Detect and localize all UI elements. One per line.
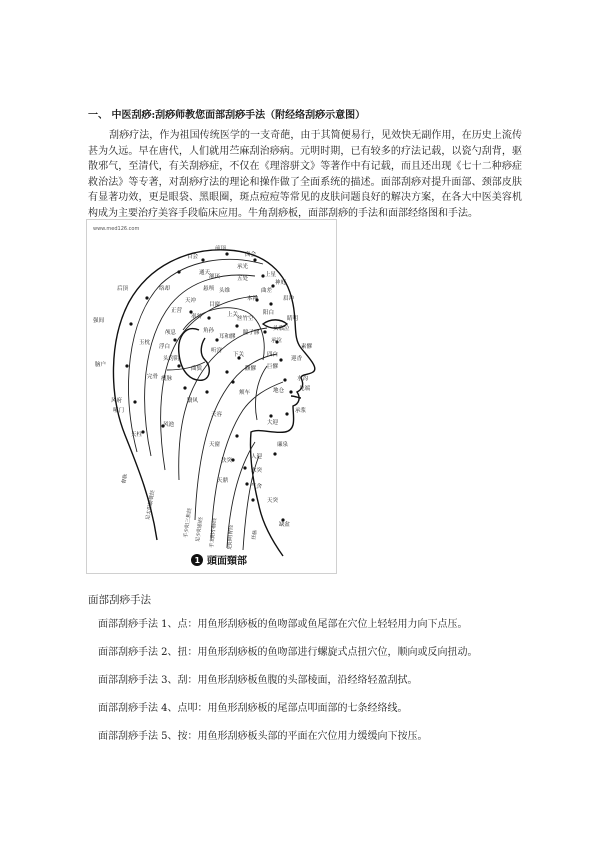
label-shangguan: 上关 — [227, 312, 239, 318]
method-label: 面部刮痧手法 1、点： — [98, 619, 198, 630]
method-item — [98, 674, 538, 688]
label-tiantu: 天突 — [267, 498, 279, 504]
method-text: 用鱼形刮痧板的鱼吻部进行螺旋式点扭穴位，顺向或反向扭动。 — [197, 647, 478, 658]
label-suliao: 素髎 — [301, 344, 313, 350]
label-quepen: 缺盆 — [279, 522, 291, 528]
label-luxi: 颅息 — [165, 330, 177, 336]
label-tianrong: 天容 — [211, 412, 223, 418]
figure-caption — [191, 554, 247, 567]
method-label: 面部刮痧手法 3、刮： — [98, 675, 198, 686]
method-label: 面部刮痧手法 2、扭： — [98, 647, 198, 658]
label-chengguang: 承光 — [237, 264, 249, 270]
label-touwei: 头维 — [219, 288, 231, 294]
meridian-label-1: 足太阳膀胱经 — [145, 489, 157, 521]
label-chimai: 瘈脉 — [161, 376, 173, 382]
meridian-label-2: 手少阳三焦经 — [183, 507, 194, 539]
label-meichong: 眉冲 — [283, 296, 295, 302]
document-heading: 一、 中医刮痧:刮痧师教您面部刮痧手法（附经络刮痧示意图） — [88, 110, 366, 121]
methods-section-label: 面部刮痧手法 — [88, 594, 151, 606]
label-tianchong: 天冲 — [185, 298, 197, 304]
label-fubai: 浮白 — [159, 344, 171, 350]
label-fengchi: 风池 — [163, 422, 175, 428]
label-yangbai: 阳白 — [263, 310, 275, 316]
intro-paragraph: 刮痧疗法，作为祖国传统医学的一支奇葩，由于其简便易行，见效快无副作用，在历史上流传甚为久远。早在唐代，人们就用苎麻刮治痧病。元明时期，已有较多的疗法记载，以瓷勺刮背，驱散邪气，至清代，有关刮痧症，不仅在《理溶骈文》等著作中有记载，而且还出现《七十二种痧症救治法》等专著，对刮痧疗法的理论和操作做了全面系统的描述。面部刮痧对提升面部、颈部皮肤有显著功效，更是眼袋、黑眼圈，斑点痘痘等常见的皮肤问题良好的解决方案，在各大中医美容机构成为主要治疗美容手段临床应用。牛角刮痧板，面部刮痧的手法和面部经络图和手法。 — [88, 130, 522, 219]
label-sibai: 四白 — [267, 352, 279, 358]
label-jingming: 睛明 — [287, 316, 299, 322]
label-baihui: 百会 — [187, 254, 199, 260]
label-renying: 人迎 — [251, 454, 263, 460]
caption-text: 頭面頸部 — [207, 556, 247, 567]
label-shuigou: 水沟 — [297, 376, 309, 382]
label-dicang: 地仓 — [273, 388, 285, 394]
label-sizhukong: 丝竹空 — [237, 316, 254, 322]
meridian-head-diagram — [86, 219, 337, 574]
label-shuitu: 水突 — [251, 468, 263, 474]
label-yifeng: 翳风 — [187, 398, 199, 404]
label-wuchu: 五处 — [237, 276, 249, 282]
label-quanliao: 颧髎 — [245, 366, 257, 372]
label-tianchuang: 天窗 — [209, 442, 221, 448]
label-qucha: 曲差 — [261, 288, 273, 294]
label-chengqi: 承泣 — [271, 338, 283, 344]
label-tianzhu: 天柱 — [131, 432, 143, 438]
method-item — [98, 646, 538, 660]
method-label: 面部刮痧手法 4、点叩： — [98, 703, 208, 714]
label-lianquan: 廉泉 — [277, 442, 289, 448]
methods-list — [98, 618, 538, 758]
label-fengfu: 风府 — [111, 398, 123, 404]
label-zhengying: 正营 — [171, 308, 183, 314]
method-item — [98, 702, 538, 716]
meridian-label-3: 足少阳胆经 — [195, 516, 205, 543]
label-qianding: 前顶 — [215, 246, 227, 252]
label-yamen: 哑门 — [113, 408, 125, 414]
method-item — [98, 730, 538, 744]
label-hanyan: 颔厌 — [209, 274, 221, 280]
caption-number: 1 — [194, 556, 201, 565]
label-touqiaoyin: 头窍阴 — [163, 356, 180, 362]
meridian-label-7: 督脉 — [121, 473, 130, 485]
label-jiaosun: 角孙 — [203, 328, 215, 334]
label-futu: 扶突 — [221, 458, 233, 464]
acupoint-labels — [93, 244, 313, 528]
label-naohu: 脑户 — [95, 362, 107, 368]
meridian-label-5: 足阳明胃经 — [227, 524, 235, 551]
method-text: 用鱼形刮痧板头部的平面在穴位用力缓缓向下按压。 — [197, 731, 428, 742]
label-yuzhen: 玉枕 — [139, 340, 151, 346]
label-yingxiang: 迎香 — [291, 356, 303, 362]
meridian-labels — [120, 473, 259, 550]
method-item — [98, 618, 538, 632]
label-daying: 大迎 — [267, 420, 279, 426]
label-shuaigu: 率谷 — [191, 314, 203, 320]
method-text: 用鱼形刮痧板的尾部点叩面部的七条经络线。 — [207, 703, 408, 714]
label-qiangjian: 强间 — [93, 318, 105, 324]
method-text: 用鱼形刮痧板鱼腹的头部棱面，沿经络轻盈刮拭。 — [197, 675, 418, 686]
label-wangu: 完骨 — [147, 374, 159, 380]
label-qishe: 气舍 — [251, 484, 263, 490]
label-duiduan: 兑端 — [299, 386, 311, 392]
label-muchuang: 目窗 — [209, 302, 221, 308]
label-qubin: 曲鬓 — [191, 366, 203, 372]
label-benshen: 本神 — [247, 296, 259, 302]
label-erheliao: 耳和髎 — [219, 334, 236, 340]
label-xuanlu: 悬颅 — [203, 286, 215, 292]
label-shangxing: 上星 — [265, 272, 277, 278]
method-label: 面部刮痧手法 5、按： — [98, 731, 198, 742]
watermark: www.med126.com — [93, 226, 140, 232]
label-tongziliao: 瞳子髎 — [243, 330, 260, 336]
meridian-label-4: 手太阳小肠经 — [209, 517, 219, 549]
label-houding: 后顶 — [117, 286, 129, 292]
label-toulinqi: 头临泣 — [273, 326, 290, 332]
label-tianding: 天鼎 — [217, 478, 229, 484]
label-luoque: 络却 — [159, 286, 171, 292]
meridian-label-6: 任脉 — [251, 529, 259, 541]
label-xinhui: 囟会 — [245, 252, 257, 258]
label-xiaguan: 下关 — [233, 352, 245, 358]
label-juliao: 巨髎 — [267, 364, 279, 370]
head-diagram-svg — [87, 220, 336, 573]
label-tinggong: 听宫 — [211, 348, 223, 354]
label-chengjiang: 承浆 — [295, 408, 307, 414]
label-shenting: 神庭 — [275, 280, 287, 286]
method-text: 用鱼形刮痧板的鱼吻部或鱼尾部在穴位上轻轻用力向下点压。 — [197, 619, 468, 630]
label-tongtian: 通天 — [199, 270, 211, 276]
label-jiache: 颊车 — [239, 390, 251, 396]
